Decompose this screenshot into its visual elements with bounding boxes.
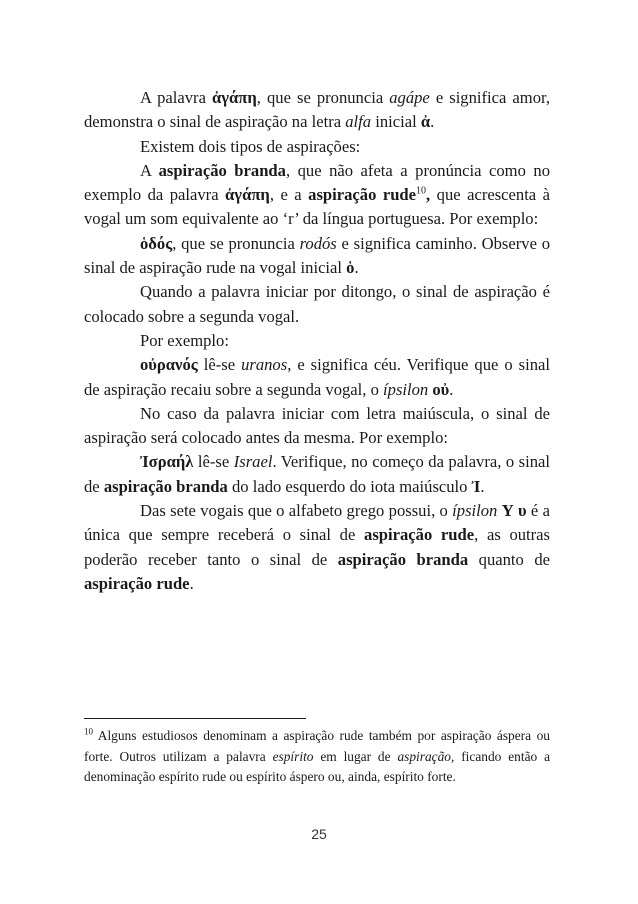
text-run: . xyxy=(354,258,359,278)
bold-term: ἀγάπη xyxy=(211,88,257,107)
text-run: . Verifique, no começo da palavra, o sinal de xyxy=(84,452,550,496)
italic-term: espírito xyxy=(272,748,314,764)
bold-term: Υ υ xyxy=(501,501,527,521)
paragraph xyxy=(84,86,550,135)
text-run: No caso da palavra iniciar com letra maiúscula, o sinal de aspiração será colocado antes da mesma. Por exemplo: xyxy=(84,403,550,448)
italic-term: alfa xyxy=(345,112,372,132)
text-run: do lado esquerdo do iota maiúsculo xyxy=(227,476,472,496)
text-run: . xyxy=(430,112,435,132)
italic-term: Israel xyxy=(233,452,273,472)
text-run: Por exemplo: xyxy=(140,330,229,350)
paragraph xyxy=(84,159,550,232)
italic-term: agápe xyxy=(389,88,430,107)
footnote xyxy=(84,726,550,788)
bold-term: ὁδός xyxy=(140,233,173,253)
text-run: A palavra xyxy=(140,88,212,107)
paragraph xyxy=(84,353,550,402)
paragraph xyxy=(84,402,550,451)
italic-term: ípsilon xyxy=(452,501,498,521)
bold-term: οὐ xyxy=(432,379,450,399)
italic-term: aspiração xyxy=(397,748,452,764)
paragraph xyxy=(84,450,550,499)
bold-term: aspiração branda xyxy=(158,160,286,180)
text-run: é a única que sempre receberá o sinal de xyxy=(84,501,550,545)
text-run: . xyxy=(480,476,485,496)
paragraph xyxy=(84,135,550,159)
text-run: A xyxy=(140,160,159,180)
bold-term: , xyxy=(426,185,431,205)
paragraph xyxy=(84,232,550,281)
text-run: . xyxy=(189,573,194,593)
italic-term: ípsilon xyxy=(383,379,429,399)
text-run: e significa caminho. Observe o sinal de aspiração rude na vogal inicial xyxy=(84,233,551,278)
bold-term: aspiração rude xyxy=(84,573,190,593)
text-run: inicial xyxy=(371,112,421,132)
text-run: , ficando então a denominação espírito rude ou espírito áspero ou, ainda, espírito forte. xyxy=(84,748,551,784)
bold-term: ἀγάπη xyxy=(225,185,270,205)
text-run: , que se pronuncia xyxy=(172,233,300,253)
text-run: que acrescenta à vogal um som equivalente ao ‘r’ da língua portuguesa. Por exemplo: xyxy=(84,185,550,229)
paragraph xyxy=(84,280,550,329)
bold-term: ἀ xyxy=(420,112,431,132)
text-run: , e a xyxy=(269,185,309,205)
text-run: , que não afeta a pronúncia como no exemplo da palavra xyxy=(84,160,550,205)
text-run: e significa amor, demonstra o sinal de aspiração na letra xyxy=(84,88,550,132)
footnote-number: 10 xyxy=(84,726,93,737)
bold-term: Ἰ xyxy=(471,476,481,496)
text-run: , e significa céu. Verifique que o sinal de aspiração recaiu sobre a segunda vogal, o xyxy=(84,355,550,399)
bold-term: aspiração branda xyxy=(337,549,469,569)
page-number: 25 xyxy=(311,826,327,842)
paragraph xyxy=(84,329,550,353)
bold-term: ὁ xyxy=(346,258,355,278)
bold-term: οὐρανός xyxy=(140,355,198,375)
text-run: lê-se xyxy=(193,452,234,472)
bold-term: Ἰσραήλ xyxy=(140,452,194,472)
body-text xyxy=(84,86,550,596)
text-run: em lugar de xyxy=(313,748,398,764)
text-run: quanto de xyxy=(468,549,550,569)
text-run: , as outras poderão receber tanto o sinal de xyxy=(84,525,551,569)
footnote-reference: 10 xyxy=(416,185,427,197)
italic-term: uranos xyxy=(241,355,288,375)
bold-term: aspiração rude xyxy=(364,525,475,545)
text-run: Existem dois tipos de aspirações: xyxy=(140,136,361,156)
paragraph xyxy=(84,499,550,596)
text-run: , que se pronuncia xyxy=(256,88,390,107)
text-run: Alguns estudiosos denominam a aspiração rude também por aspiração áspera ou forte. Outros utilizam a palavra xyxy=(84,728,550,764)
footnote-divider xyxy=(84,718,306,719)
italic-term: rodós xyxy=(299,233,337,253)
text-run: Das sete vogais que o alfabeto grego possui, o xyxy=(140,501,453,521)
bold-term: aspiração branda xyxy=(103,476,228,496)
bold-term: aspiração rude xyxy=(308,185,417,205)
text-run: Quando a palavra iniciar por ditongo, o sinal de aspiração é colocado sobre a segunda vogal. xyxy=(84,282,550,326)
text-run: lê-se xyxy=(197,355,242,375)
text-run: . xyxy=(449,379,454,399)
